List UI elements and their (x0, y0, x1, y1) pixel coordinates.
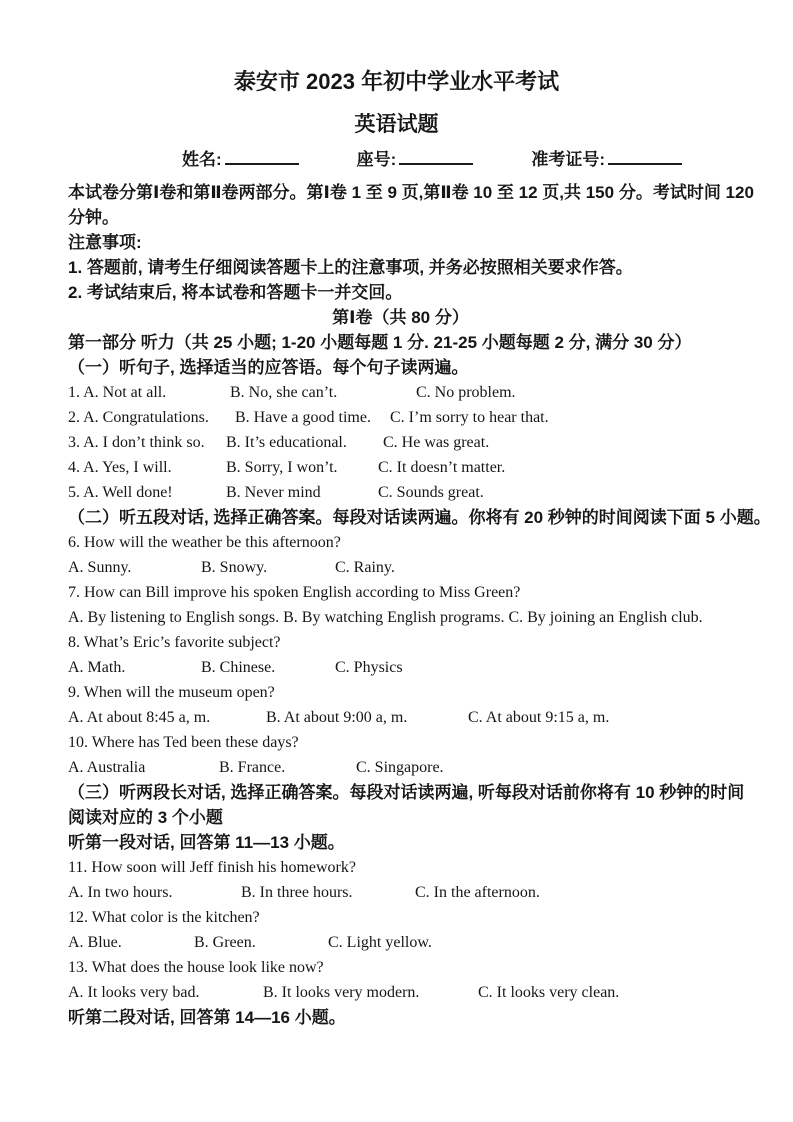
q5-option-b: B. Never mind (226, 484, 321, 501)
q6-option-b: B. Snowy. (201, 559, 268, 576)
admission-field-label: 准考证号: (531, 150, 606, 169)
question-7-options: A. By listening to English songs. B. By watching English programs. C. By joining an English club. (68, 609, 703, 626)
q13-option-c: C. It looks very clean. (478, 984, 620, 1001)
q2-option-a: 2. A. Congratulations. (68, 409, 209, 426)
section2-heading: （二）听五段对话, 选择正确答案。每段对话读两遍。你将有 20 秒钟的时间阅读下面 5 小题。 (68, 508, 771, 527)
seat-field (357, 148, 474, 172)
part1-heading: 第一部分 听力（共 25 小题; 1-20 小题每题 1 分. 21-25 小题每题 2 分, 满分 30 分） (68, 333, 692, 352)
question-4-options (68, 455, 787, 480)
question-11: 11. How soon will Jeff finish his homework? (68, 859, 356, 876)
question-8: 8. What’s Eric’s favorite subject? (68, 634, 281, 651)
q12-option-b: B. Green. (194, 934, 256, 951)
admission-field (531, 148, 682, 172)
question-9: 9. When will the museum open? (68, 684, 275, 701)
question-1-options (68, 380, 787, 405)
seat-field-blank-line (399, 149, 473, 165)
q8-option-b: B. Chinese. (201, 659, 276, 676)
q11-option-c: C. In the afternoon. (415, 884, 540, 901)
section3-heading-line1: （三）听两段长对话, 选择正确答案。每段对话读两遍, 听每段对话前你将有 10 秒钟的时间 (68, 783, 745, 802)
q9-option-a: A. At about 8:45 a, m. (68, 709, 211, 726)
question-13-options (68, 980, 787, 1005)
q3-option-b: B. It’s educational. (226, 434, 347, 451)
question-5-options (68, 480, 787, 505)
q11-option-a: A. In two hours. (68, 884, 173, 901)
question-7: 7. How can Bill improve his spoken English according to Miss Green? (68, 584, 521, 601)
question-3-options (68, 430, 787, 455)
q4-option-b: B. Sorry, I won’t. (226, 459, 338, 476)
q6-option-c: C. Rainy. (335, 559, 395, 576)
q10-option-c: C. Singapore. (356, 759, 444, 776)
q1-option-c: C. No problem. (416, 384, 516, 401)
question-12: 12. What color is the kitchen? (68, 909, 260, 926)
question-9-options (68, 705, 787, 730)
q10-option-a: A. Australia (68, 759, 146, 776)
paper-info-line1: 本试卷分第Ⅰ卷和第Ⅱ卷两部分。第Ⅰ卷 1 至 9 页,第Ⅱ卷 10 至 12 页,共 150 分。考试时间 120 (68, 183, 754, 202)
question-13: 13. What does the house look like now? (68, 959, 324, 976)
notice-title: 注意事项: (68, 233, 142, 252)
q2-option-c: C. I’m sorry to hear that. (390, 409, 549, 426)
question-10-options (68, 755, 787, 780)
q3-option-c: C. He was great. (383, 434, 490, 451)
q6-option-a: A. Sunny. (68, 559, 132, 576)
student-info-row (182, 148, 793, 172)
question-10: 10. Where has Ted been these days? (68, 734, 299, 751)
question-6: 6. How will the weather be this afternoon? (68, 534, 341, 551)
q5-option-a: 5. A. Well done! (68, 484, 173, 501)
q8-option-c: C. Physics (335, 659, 403, 676)
q3-option-a: 3. A. I don’t think so. (68, 434, 205, 451)
q1-option-a: 1. A. Not at all. (68, 384, 167, 401)
q2-option-b: B. Have a good time. (235, 409, 371, 426)
q10-option-b: B. France. (219, 759, 286, 776)
q13-option-b: B. It looks very modern. (263, 984, 420, 1001)
question-6-options (68, 555, 787, 580)
paper-info-line2: 分钟。 (68, 208, 119, 227)
q9-option-c: C. At about 9:15 a, m. (468, 709, 610, 726)
admission-field-blank-line (608, 149, 682, 165)
volume1-title: 第Ⅰ卷（共 80 分） (332, 308, 469, 327)
name-field (182, 148, 299, 172)
question-11-options (68, 880, 787, 905)
question-8-options (68, 655, 787, 680)
q12-option-a: A. Blue. (68, 934, 122, 951)
question-12-options (68, 930, 787, 955)
dialog2-heading: 听第二段对话, 回答第 14—16 小题。 (68, 1008, 346, 1027)
q12-option-c: C. Light yellow. (328, 934, 432, 951)
q11-option-b: B. In three hours. (241, 884, 353, 901)
notice-item-2: 2. 考试结束后, 将本试卷和答题卡一并交回。 (68, 283, 403, 302)
paper-subtitle: 英语试题 (354, 113, 439, 136)
notice-item-1: 1. 答题前, 请考生仔细阅读答题卡上的注意事项, 并务必按照相关要求作答。 (68, 258, 633, 277)
question-2-options (68, 405, 787, 430)
seat-field-label: 座号: (356, 150, 397, 169)
q4-option-c: C. It doesn’t matter. (378, 459, 506, 476)
name-field-label: 姓名: (182, 150, 222, 169)
paper-body (0, 176, 793, 1030)
q4-option-a: 4. A. Yes, I will. (68, 459, 172, 476)
section3-heading-line2: 阅读对应的 3 个小题 (68, 808, 223, 827)
q9-option-b: B. At about 9:00 a, m. (266, 709, 408, 726)
q8-option-a: A. Math. (68, 659, 126, 676)
name-field-blank-line (225, 149, 299, 165)
dialog1-heading: 听第一段对话, 回答第 11—13 小题。 (68, 833, 345, 852)
q1-option-b: B. No, she can’t. (230, 384, 338, 401)
q5-option-c: C. Sounds great. (378, 484, 484, 501)
page-title: 泰安市 2023 年初中学业水平考试 (233, 69, 560, 94)
q13-option-a: A. It looks very bad. (68, 984, 200, 1001)
section1-heading: （一）听句子, 选择适当的应答语。每个句子读两遍。 (68, 358, 469, 377)
